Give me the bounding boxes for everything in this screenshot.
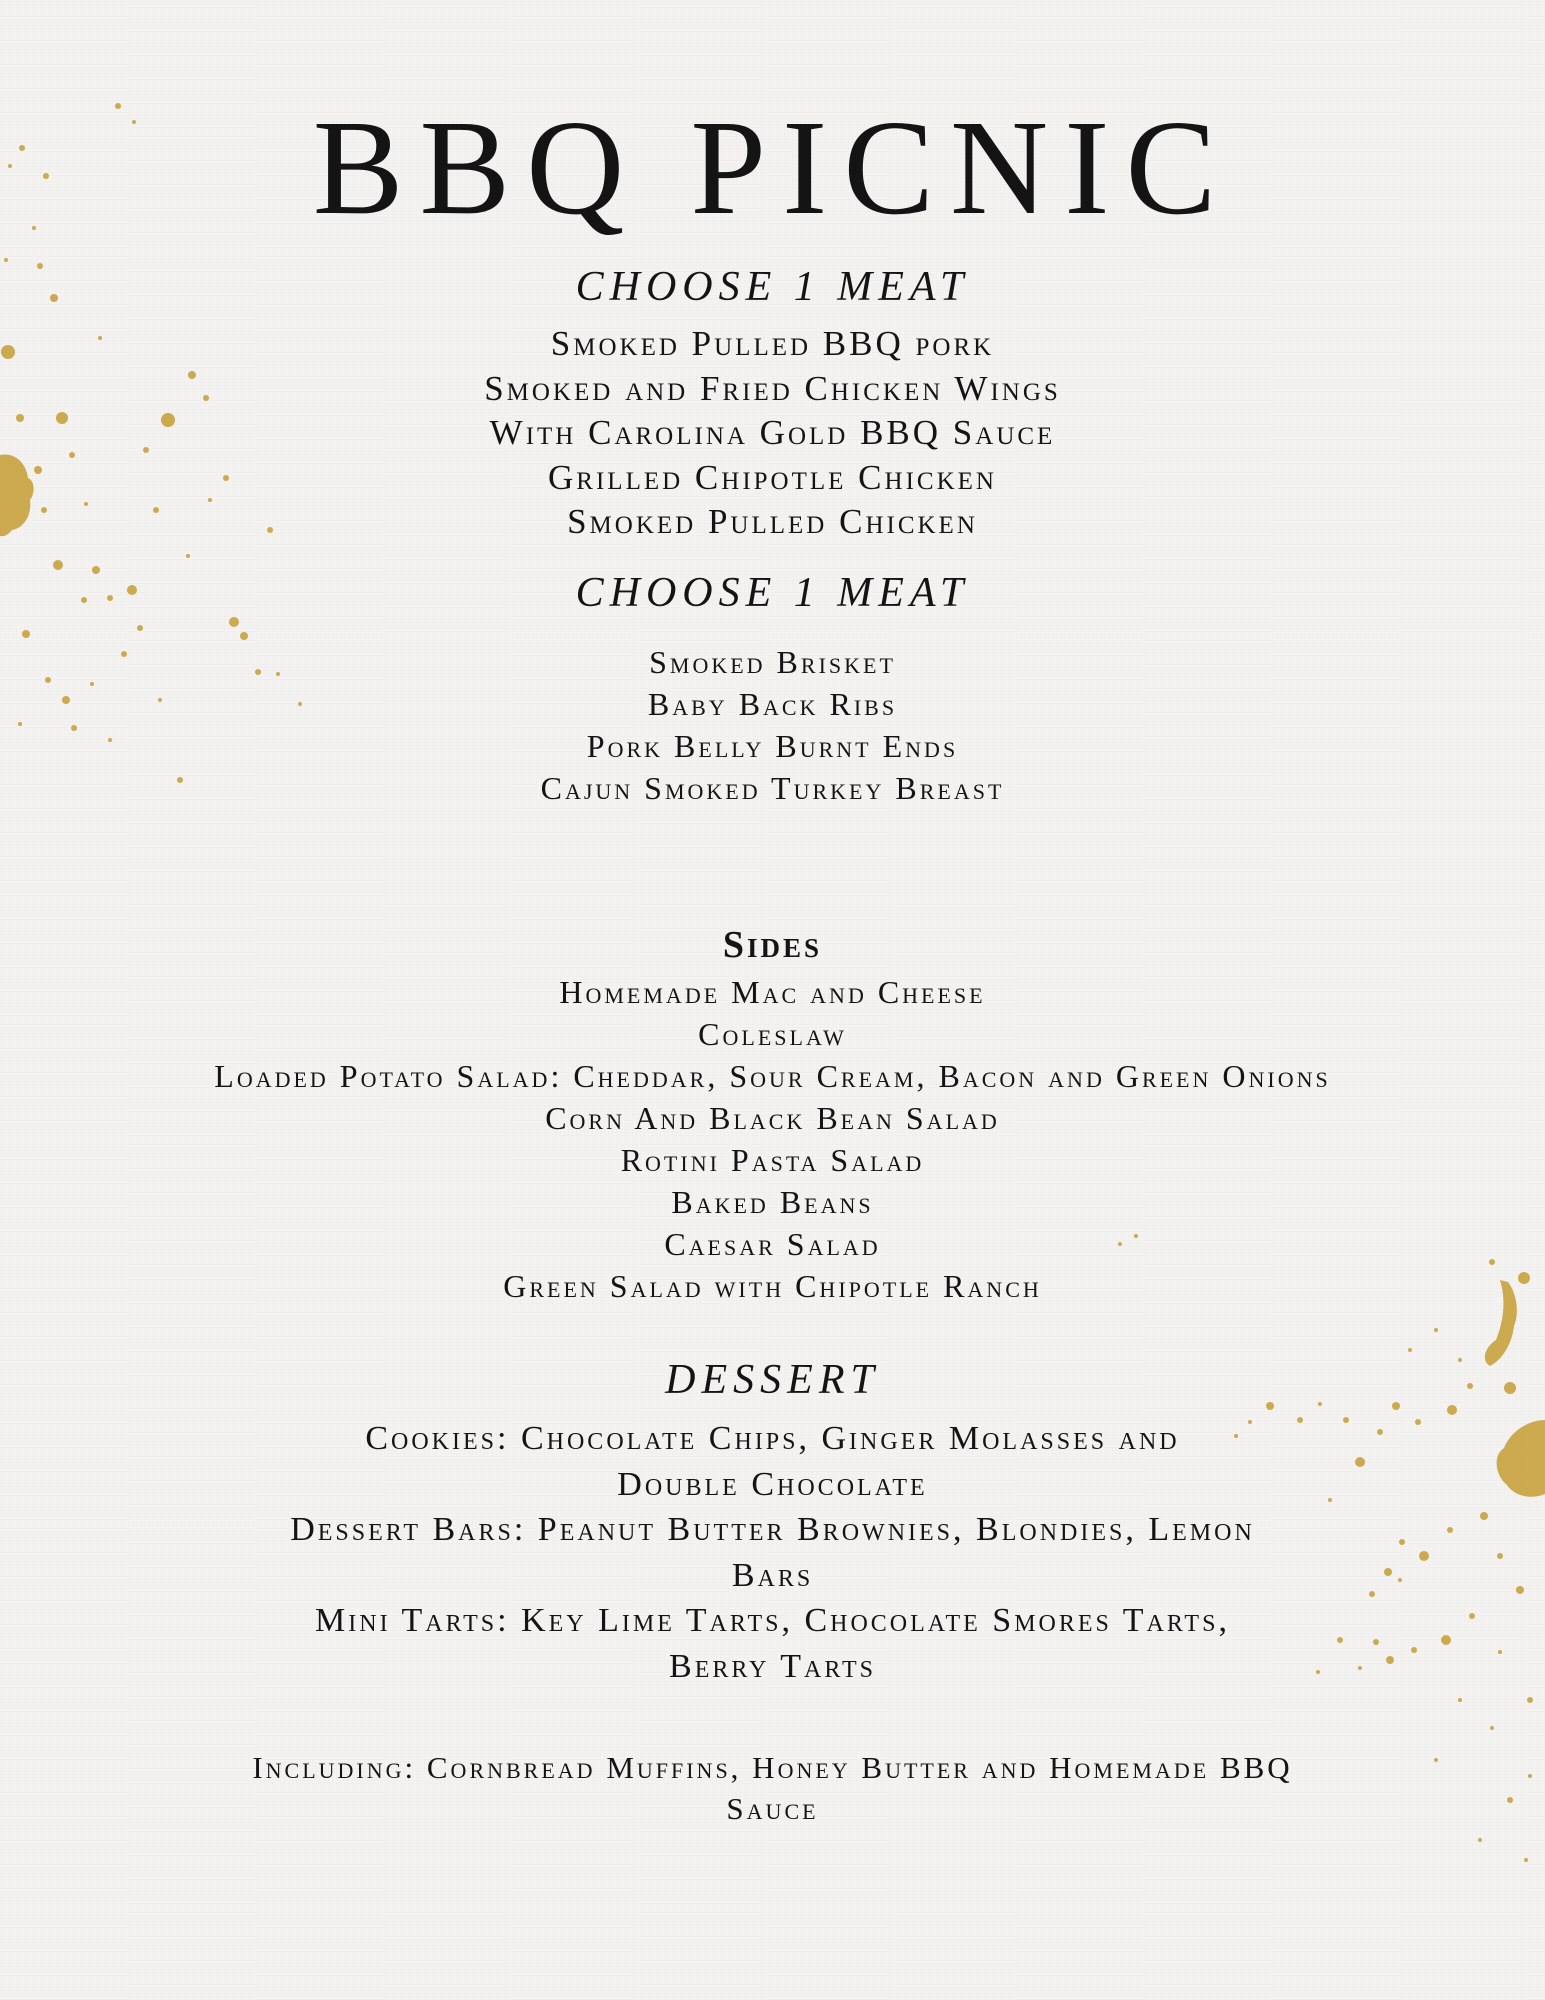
list-item: Cajun Smoked Turkey Breast	[540, 770, 1005, 806]
list-item: Mini Tarts: Key Lime Tarts, Chocolate Smores Tarts,	[315, 1602, 1230, 1639]
meat-section-1-list	[0, 322, 1545, 545]
list-item: Berry Tarts	[669, 1647, 876, 1685]
sides-heading: Sides	[722, 924, 823, 966]
list-item: Smoked Pulled Chicken	[567, 502, 978, 541]
meat-section-2-heading: CHOOSE 1 MEAT	[575, 570, 970, 616]
list-item: Loaded Potato Salad: Cheddar, Sour Cream, Bacon and Green Onions	[214, 1058, 1331, 1094]
list-item: Cookies: Chocolate Chips, Ginger Molasses and	[365, 1420, 1180, 1457]
including-line: Including: Cornbread Muffins, Honey Butter and Homemade BBQ	[252, 1750, 1293, 1785]
including-line: Sauce	[726, 1791, 819, 1826]
list-item: Caesar Salad	[664, 1226, 881, 1262]
list-item: Green Salad with Chipotle Ranch	[503, 1268, 1042, 1304]
menu-title: BBQ PICNIC	[312, 93, 1233, 243]
including-note	[0, 1747, 1545, 1829]
meat-section-2-list	[0, 641, 1545, 809]
list-item: Rotini Pasta Salad	[620, 1142, 925, 1178]
list-item: Smoked Brisket	[649, 644, 896, 680]
list-item: Corn And Black Bean Salad	[545, 1100, 1000, 1136]
list-item: With Carolina Gold BBQ Sauce	[489, 413, 1056, 452]
list-item: Baked Beans	[671, 1184, 874, 1220]
list-item: Smoked and Fried Chicken Wings	[484, 368, 1061, 408]
list-item: Double Chocolate	[617, 1465, 928, 1503]
dessert-heading: DESSERT	[665, 1357, 880, 1403]
list-item: Homemade Mac and Cheese	[559, 974, 986, 1010]
list-item: Bars	[731, 1556, 814, 1594]
list-item: Dessert Bars: Peanut Butter Brownies, Blondies, Lemon	[290, 1511, 1255, 1548]
list-item: Coleslaw	[698, 1016, 847, 1052]
list-item: Baby Back Ribs	[647, 686, 898, 722]
list-item: Pork Belly Burnt Ends	[586, 728, 959, 764]
list-item: Grilled Chipotle Chicken	[548, 457, 997, 497]
sides-list	[0, 971, 1545, 1307]
list-item: Smoked Pulled BBQ pork	[550, 324, 995, 363]
dessert-list	[0, 1416, 1545, 1689]
meat-section-1-heading: CHOOSE 1 MEAT	[575, 264, 970, 310]
